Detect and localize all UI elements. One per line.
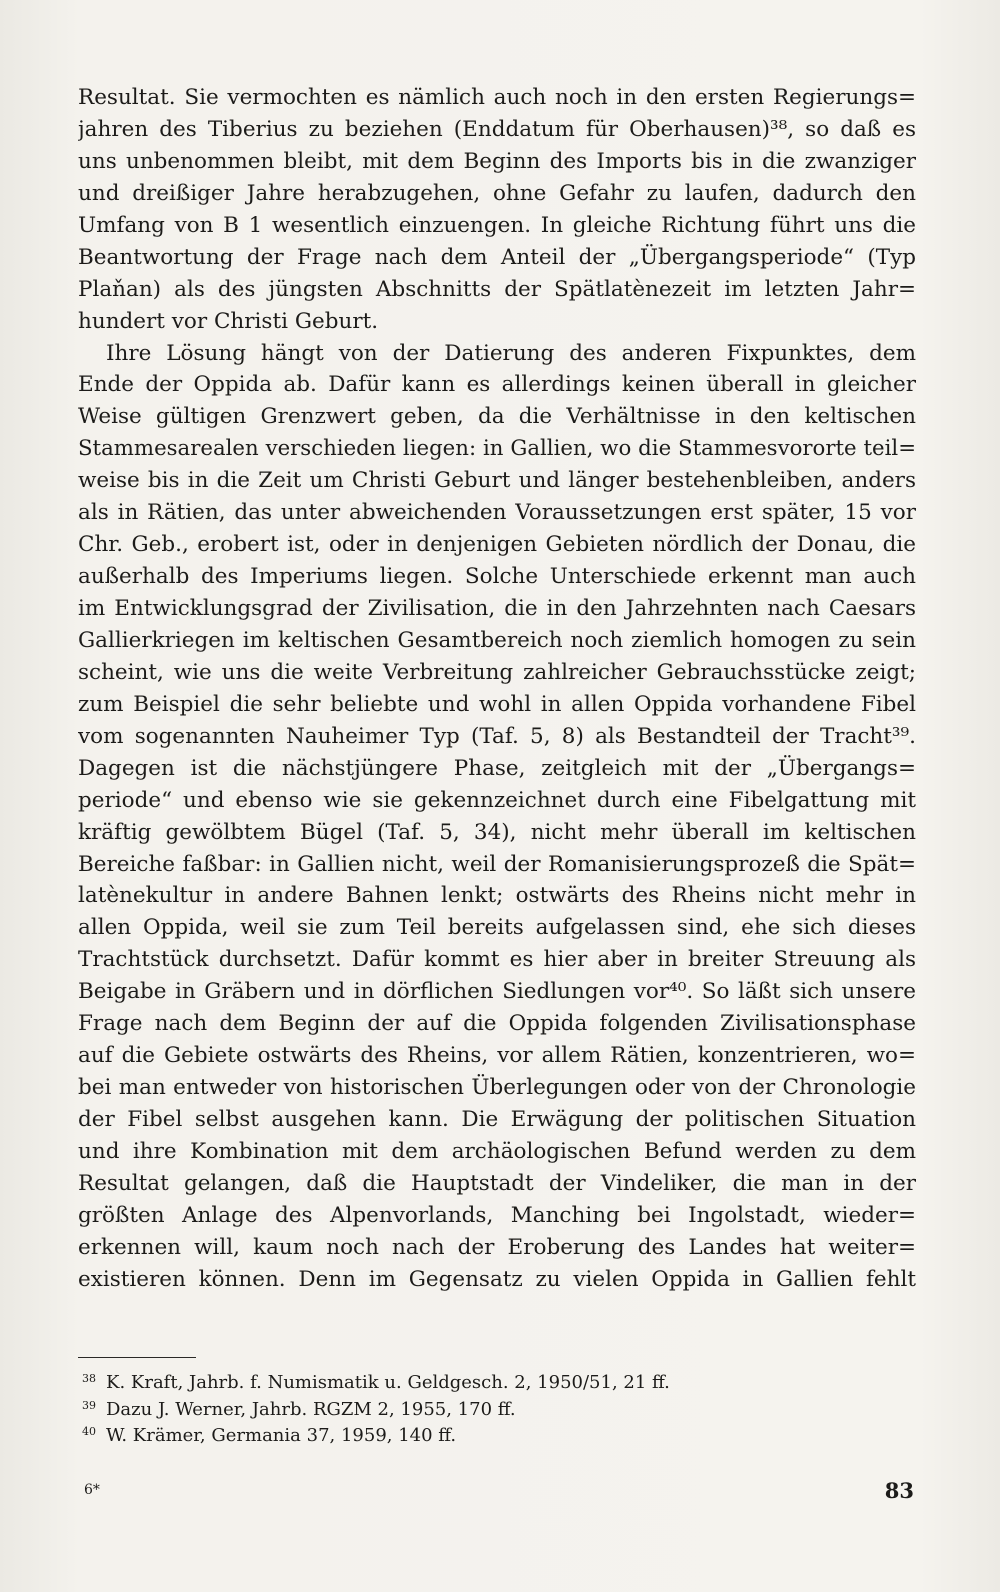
text-line: allen Oppida, weil sie zum Teil bereits aufgelassen sind, ehe sich dieses — [78, 915, 916, 941]
text-line: Trachtstück durchsetzt. Dafür kommt es hier aber in breiter Streuung als — [78, 947, 916, 973]
signature-mark: 6* — [84, 1482, 100, 1498]
text-line: Resultat. Sie vermochten es nämlich auch noch in den ersten Regierungs= — [78, 85, 916, 110]
footnote-number: 40 — [82, 1425, 96, 1438]
text-line: uns unbenommen bleibt, mit dem Beginn des Imports bis in die zwanziger — [78, 148, 916, 174]
text-line: scheint, wie uns die weite Verbreitung zahlreicher Gebrauchsstücke zeigt; — [78, 659, 916, 685]
footnote — [82, 1419, 782, 1446]
text-line: bei man entweder von historischen Überlegungen oder von der Chronologie — [78, 1075, 916, 1101]
text-line: auf die Gebiete ostwärts des Rheins, vor allem Rätien, konzentrieren, wo= — [78, 1043, 916, 1069]
text-line: und dreißiger Jahre herabzugehen, ohne Gefahr zu laufen, dadurch den — [78, 180, 916, 206]
footnote — [82, 1393, 782, 1420]
page-number: 83 — [884, 1478, 914, 1503]
text-line: periode“ und ebenso wie sie gekennzeichnet durch eine Fibelgattung mit — [78, 787, 916, 813]
footnote-divider — [78, 1357, 196, 1358]
text-line: Dagegen ist die nächstjüngere Phase, zeitgleich mit der „Übergangs= — [78, 755, 916, 781]
text-line: Plaňan) als des jüngsten Abschnitts der Spätlatènezeit im letzten Jahr= — [78, 276, 916, 302]
text-line: Chr. Geb., erobert ist, oder in denjenigen Gebieten nördlich der Donau, die — [78, 532, 916, 558]
text-line: Resultat gelangen, daß die Hauptstadt der Vindeliker, die man in der — [78, 1170, 916, 1196]
text-line: und ihre Kombination mit dem archäologischen Befund werden zu dem — [78, 1138, 916, 1164]
text-line: zum Beispiel die sehr beliebte und wohl in allen Oppida vorhandene Fibel — [78, 691, 916, 717]
text-line: Beantwortung der Frage nach dem Anteil der „Übergangsperiode“ (Typ — [78, 244, 916, 270]
text-line: Umfang von B 1 wesentlich einzuengen. In gleiche Richtung führt uns die — [78, 212, 916, 238]
footnote — [82, 1366, 782, 1393]
text-line: Bereiche faßbar: in Gallien nicht, weil der Romanisierungsprozeß die Spät= — [78, 851, 916, 877]
text-line: jahren des Tiberius zu beziehen (Enddatum für Oberhausen)³⁸, so daß es — [78, 116, 916, 142]
text-line: größten Anlage des Alpenvorlands, Manching bei Ingolstadt, wieder= — [78, 1202, 916, 1228]
text-line: der Fibel selbst ausgehen kann. Die Erwägung der politischen Situation — [78, 1107, 916, 1132]
text-line: im Entwicklungsgrad der Zivilisation, die in den Jahrzehnten nach Caesars — [78, 596, 916, 621]
text-line: als in Rätien, das unter abweichenden Voraussetzungen erst später, 15 vor — [78, 500, 916, 526]
footnote-text: W. Krämer, Germania 37, 1959, 140 ff. — [106, 1425, 457, 1446]
paragraph-start-line: Ihre Lösung hängt von der Datierung des anderen Fixpunktes, dem — [106, 340, 916, 366]
text-line: außerhalb des Imperiums liegen. Solche Unterschiede erkennt man auch — [78, 564, 916, 590]
text-line: Frage nach dem Beginn der auf die Oppida folgenden Zivilisationsphase — [78, 1011, 916, 1037]
text-line: Stammesarealen verschieden liegen: in Gallien, wo die Stammesvororte teil= — [78, 436, 916, 462]
text-line: Weise gültigen Grenzwert geben, da die Verhältnisse in den keltischen — [78, 404, 916, 430]
text-line: Beigabe in Gräbern und in dörflichen Siedlungen vor⁴⁰. So läßt sich unsere — [78, 979, 916, 1005]
footnote-text: K. Kraft, Jahrb. f. Numismatik u. Geldgesch. 2, 1950/51, 21 ff. — [106, 1372, 670, 1393]
text-line: Ende der Oppida ab. Dafür kann es allerdings keinen überall in gleicher — [78, 372, 916, 398]
text-line: existieren können. Denn im Gegensatz zu vielen Oppida in Gallien fehlt — [78, 1266, 916, 1292]
text-line: kräftig gewölbtem Bügel (Taf. 5, 34), nicht mehr überall im keltischen — [78, 819, 916, 845]
footnote-number: 39 — [82, 1398, 96, 1412]
body-text — [78, 82, 916, 1296]
footnotes — [82, 1366, 782, 1446]
text-line: Gallierkriegen im keltischen Gesamtbereich noch ziemlich homogen zu sein — [78, 627, 916, 653]
text-line: hundert vor Christi Geburt. — [78, 308, 379, 334]
text-line: erkennen will, kaum noch nach der Eroberung des Landes hat weiter= — [78, 1234, 916, 1260]
text-line: weise bis in die Zeit um Christi Geburt und länger bestehenbleiben, anders — [78, 468, 916, 494]
text-line: vom sogenannten Nauheimer Typ (Taf. 5, 8) als Bestandteil der Tracht³⁹. — [78, 723, 916, 749]
footnote-text: Dazu J. Werner, Jahrb. RGZM 2, 1955, 170 ff. — [106, 1398, 516, 1420]
footnote-number: 38 — [82, 1372, 96, 1385]
text-line: latènekultur in andere Bahnen lenkt; ostwärts des Rheins nicht mehr in — [78, 883, 916, 909]
